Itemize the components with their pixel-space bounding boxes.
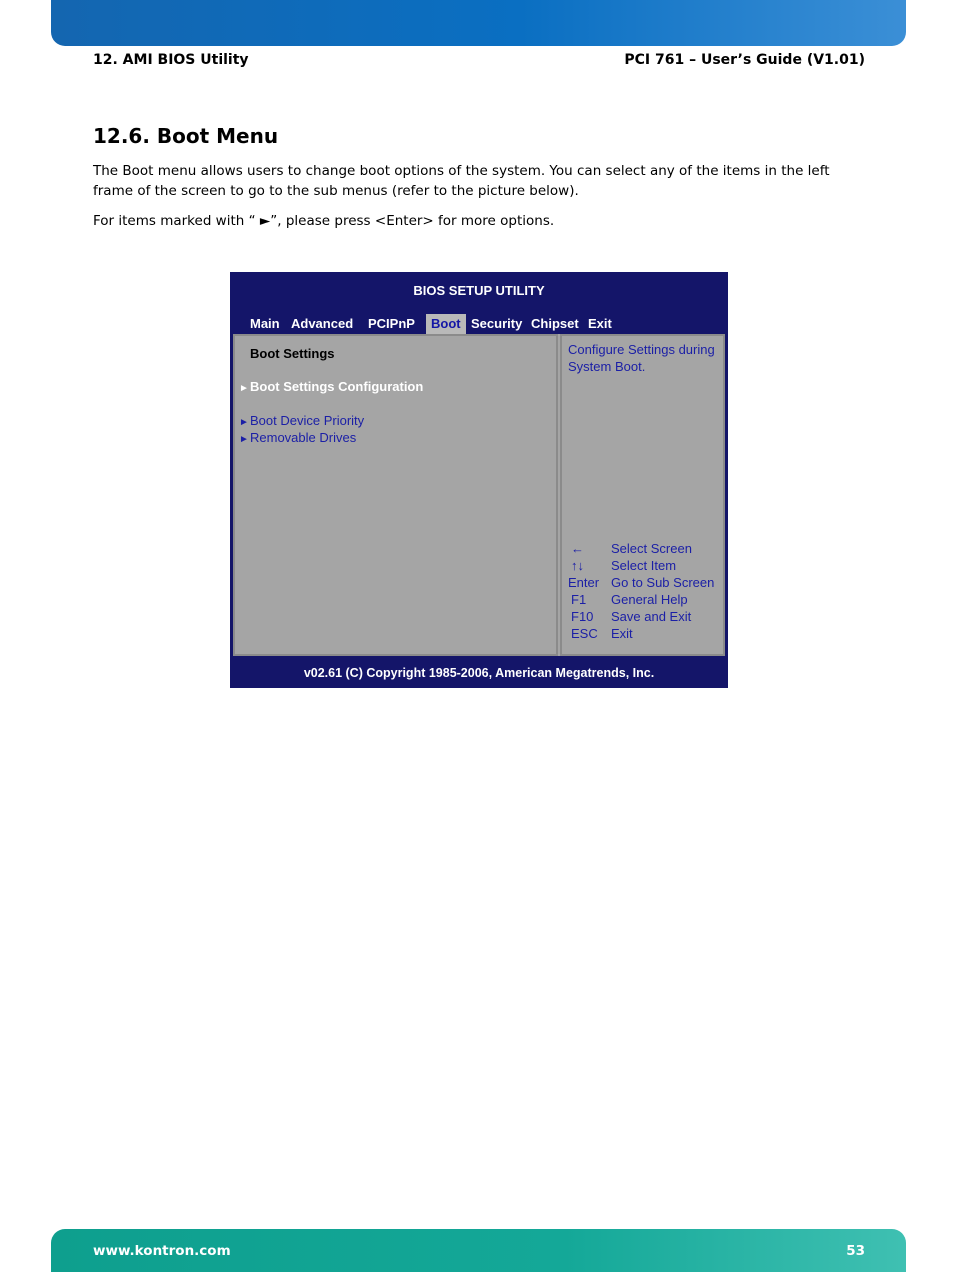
key-row-enter: Enter Go to Sub Screen [568, 575, 715, 590]
left-arrow-icon: ← [571, 541, 584, 556]
menu-item-boot-settings-configuration[interactable]: ►Boot Settings Configuration [239, 379, 424, 394]
header-document-title: PCI 761 – User’s Guide (V1.01) [624, 52, 865, 68]
tab-main[interactable]: Main [250, 316, 280, 331]
up-down-arrow-icon: ↑↓ [571, 558, 584, 573]
submenu-arrow-icon: ► [239, 383, 249, 394]
bios-screenshot [230, 272, 728, 688]
tab-chipset[interactable]: Chipset [531, 316, 579, 331]
menu-item-removable-drives[interactable]: ►Removable Drives [239, 430, 357, 445]
tab-advanced[interactable]: Advanced [291, 316, 354, 331]
key-row-select-item: ↑↓ Select Item [571, 558, 677, 573]
intro-paragraph: The Boot menu allows users to change boot options of the system. You can select any of the items in the left frame of the screen to go to the sub menus (refer to the picture below). [93, 163, 830, 199]
tab-security[interactable]: Security [471, 316, 523, 331]
section-title: 12.6. Boot Menu [93, 124, 279, 148]
key-row-f1: F1 General Help [571, 592, 688, 607]
bios-menu-bar [230, 314, 728, 334]
tab-pcipnp[interactable]: PCIPnP [368, 316, 415, 331]
header-banner [51, 0, 906, 46]
bios-copyright: v02.61 (C) Copyright 1985-2006, American Megatrends, Inc. [303, 666, 655, 680]
key-row-select-screen: ← Select Screen [571, 541, 692, 556]
bios-body [233, 334, 725, 656]
bios-help-pane [560, 334, 725, 656]
help-text: Configure Settings during System Boot. [568, 342, 715, 374]
tab-boot[interactable]: Boot [426, 314, 466, 334]
submenu-arrow-icon: ► [239, 417, 249, 428]
footer-website-link[interactable]: www.kontron.com [93, 1243, 231, 1259]
bios-title: BIOS SETUP UTILITY [413, 283, 545, 298]
key-row-esc: ESC Exit [571, 626, 633, 641]
boot-settings-heading: Boot Settings [250, 346, 335, 361]
menu-item-boot-device-priority[interactable]: ►Boot Device Priority [239, 413, 365, 428]
submenu-arrow-icon: ► [239, 434, 249, 445]
header-chapter: 12. AMI BIOS Utility [93, 52, 249, 68]
tab-exit[interactable]: Exit [588, 316, 612, 331]
page-number: 53 [846, 1243, 865, 1259]
bios-options-pane [233, 334, 558, 656]
instruction-paragraph: For items marked with “ ►”, please press <Enter> for more options. [93, 213, 555, 229]
key-row-f10: F10 Save and Exit [571, 609, 692, 624]
